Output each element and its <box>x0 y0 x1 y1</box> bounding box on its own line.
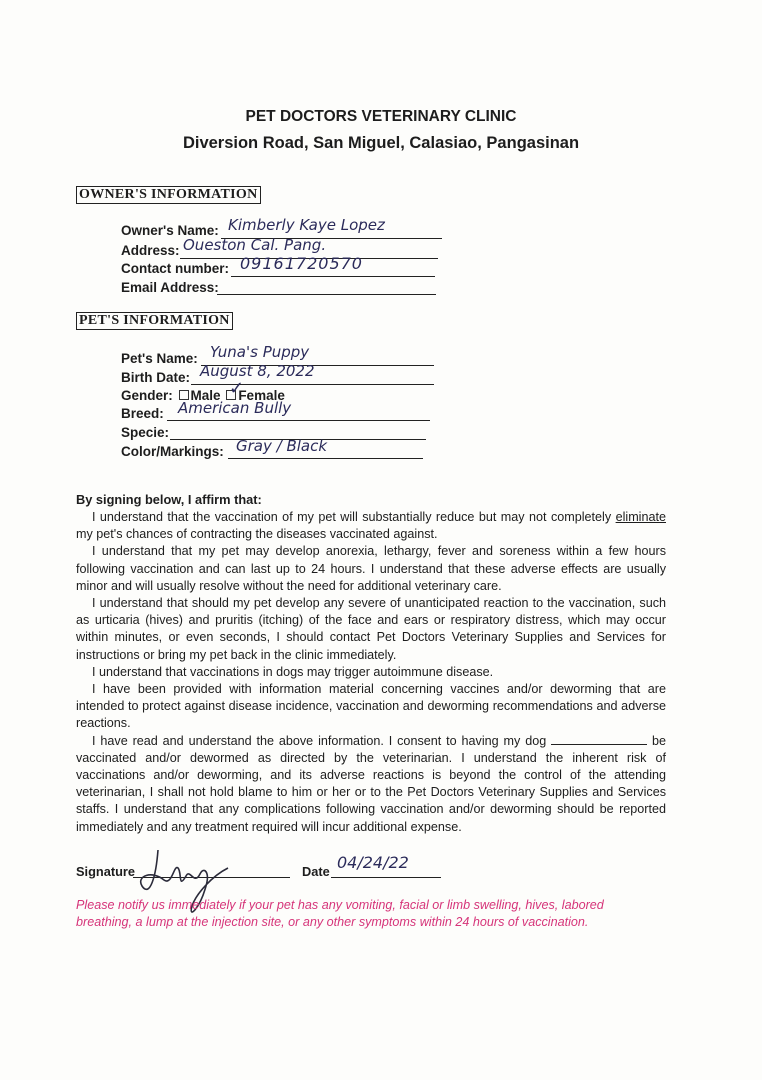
pet-name-value: Yuna's Puppy <box>210 343 310 361</box>
email-label: Email Address: <box>121 280 219 295</box>
p6-text-a: I have read and understand the above information. I consent to having my dog <box>92 733 552 748</box>
consent-paragraph-3: I understand that should my pet develop any severe of unanticipated reaction to the vaccination, such as urticaria (hives) and pruritis (itching) of the face and ears or respiratory distress, which may occur within minutes, or even seconds, I should contact Pet Doctors Veterinary Supplies and Services for instructions or bring my pet back in the clinic immediately. <box>76 596 666 662</box>
consent-paragraph-1 <box>76 509 666 543</box>
male-label: Male <box>190 388 221 403</box>
color-line <box>228 458 423 459</box>
dog-name-blank[interactable] <box>551 733 647 745</box>
address-label: Address: <box>121 243 180 258</box>
p1-text-a: I understand that the vaccination of my pet will substantially reduce but may not completely <box>92 510 616 524</box>
birth-date-label: Birth Date: <box>121 370 191 385</box>
consent-body <box>76 509 666 836</box>
date-label: Date <box>302 864 330 879</box>
birth-date-value: August 8, 2022 <box>200 362 315 380</box>
birth-date-line <box>191 384 434 385</box>
date-line[interactable] <box>331 877 441 878</box>
email-line <box>217 294 436 295</box>
clinic-name: PET DOCTORS VETERINARY CLINIC <box>245 108 517 125</box>
consent-intro: By signing below, I affirm that: <box>76 492 262 507</box>
p1-underlined: eliminate <box>615 510 666 524</box>
breed-value: American Bully <box>178 399 292 417</box>
female-label: Female <box>238 388 285 403</box>
owner-section-title: OWNER'S INFORMATION <box>76 186 261 204</box>
breed-label: Breed: <box>121 406 164 421</box>
post-vaccination-notice: Please notify us immediately if your pet has any vomiting, facial or limb swelling, hives, labored breathing, a lump at the injection site, or any other symptoms within 24 hours of vaccination. <box>76 898 604 929</box>
specie-label: Specie: <box>121 425 170 440</box>
contact-value: 09161720570 <box>240 254 363 273</box>
color-label: Color/Markings: <box>121 444 224 459</box>
consent-paragraph-2: I understand that my pet may develop anorexia, lethargy, fever and soreness within a few hours following vaccination and can last up to 24 hours. I understand that these adverse effects are usually minor and will usually resolve without the need for additional veterinary care. <box>76 544 666 593</box>
consent-paragraph-6 <box>76 733 666 836</box>
contact-line <box>231 276 435 277</box>
clinic-address: Diversion Road, San Miguel, Calasiao, Pangasinan <box>182 134 580 152</box>
contact-label: Contact number: <box>121 261 229 276</box>
signature-label: Signature <box>76 864 136 879</box>
color-value: Gray / Black <box>236 437 328 455</box>
p6-text-b: be vaccinated and/or dewormed as directed by the veterinarian. I understand the inherent risk of vaccinations and/or deworming, and its adverse reactions is beyond the control of the attending veterinarian, I shall not hold blame to him or her or to the Pet Doctors Veterinary Supplies and Services staffs. I understand that any complications following vaccination and/or deworming should be reported immediately and any treatment required will incur additional expense. <box>76 733 666 834</box>
pet-section-title: PET'S INFORMATION <box>76 312 233 330</box>
address-value: Oueston Cal. Pang. <box>183 236 327 254</box>
gender-label: Gender: <box>121 388 173 403</box>
p1-text-b: my pet's chances of contracting the diseases vaccinated against. <box>76 527 438 542</box>
owner-name-label: Owner's Name: <box>121 223 219 238</box>
breed-line <box>167 420 430 421</box>
date-value: 04/24/22 <box>337 853 409 872</box>
pet-name-label: Pet's Name: <box>121 351 198 366</box>
consent-paragraph-5: I have been provided with information material concerning vaccines and/or deworming that are intended to protect against disease incidence, vaccination and deworming recommendations and adverse reactions. <box>76 682 666 731</box>
owner-name-value: Kimberly Kaye Lopez <box>228 216 385 234</box>
female-checkmark-icon: ✓ <box>229 378 245 399</box>
consent-paragraph-4: I understand that vaccinations in dogs may trigger autoimmune disease. <box>92 664 494 679</box>
